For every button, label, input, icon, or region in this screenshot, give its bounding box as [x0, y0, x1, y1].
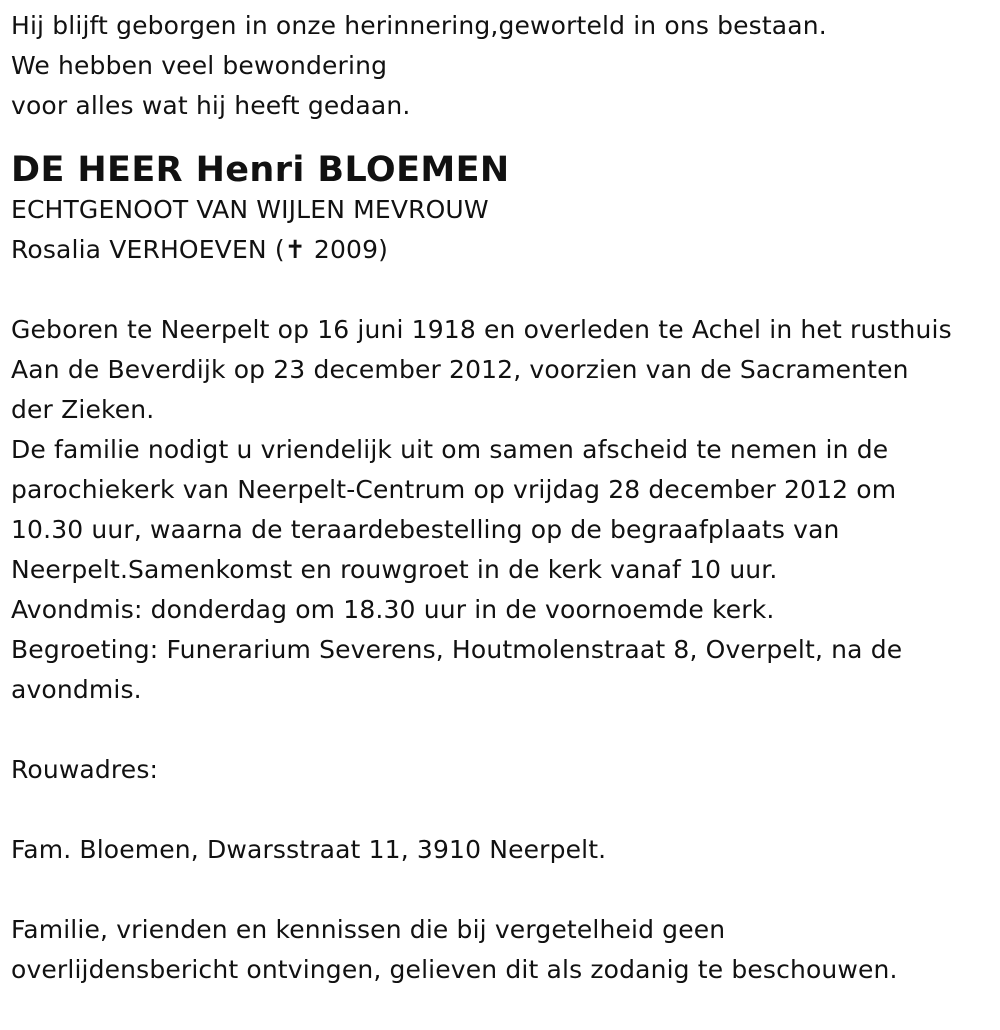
details-line: De familie nodigt u vriendelijk uit om samen afscheid te nemen in de	[11, 435, 889, 464]
obituary-notice	[11, 6, 996, 990]
address-label: Rouwadres:	[11, 755, 159, 784]
closing-line: Familie, vrienden en kennissen die bij vergetelheid geen	[11, 915, 726, 944]
details-line: 10.30 uur, waarna de teraardebestelling op de begraafplaats van	[11, 515, 840, 544]
details-line: Neerpelt.Samenkomst en rouwgroet in de kerk vanaf 10 uur.	[11, 555, 778, 584]
details-line: Begroeting: Funerarium Severens, Houtmolenstraat 8, Overpelt, na de	[11, 635, 903, 664]
deceased-name: DE HEER Henri BLOEMEN	[11, 150, 510, 190]
spacer	[11, 710, 996, 750]
spacer	[11, 790, 996, 830]
intro-poem	[11, 6, 996, 126]
details-paragraph	[11, 310, 996, 710]
intro-line: Hij blijft geborgen in onze herinnering,geworteld in ons bestaan.	[11, 11, 827, 40]
intro-line: voor alles wat hij heeft gedaan.	[11, 91, 411, 120]
closing-note	[11, 910, 996, 990]
intro-line: We hebben veel bewondering	[11, 51, 388, 80]
details-line: Geboren te Neerpelt op 16 juni 1918 en overleden te Achel in het rusthuis	[11, 315, 952, 344]
details-line: der Zieken.	[11, 395, 155, 424]
spouse-title: ECHTGENOOT VAN WIJLEN MEVROUW	[11, 195, 489, 224]
spouse-name: Rosalia VERHOEVEN (✝ 2009)	[11, 235, 389, 264]
details-line: avondmis.	[11, 675, 142, 704]
details-line: Avondmis: donderdag om 18.30 uur in de voornoemde kerk.	[11, 595, 775, 624]
spacer	[11, 270, 996, 310]
spacer	[11, 870, 996, 910]
details-line: Aan de Beverdijk op 23 december 2012, voorzien van de Sacramenten	[11, 355, 909, 384]
closing-line: overlijdensbericht ontvingen, gelieven dit als zodanig te beschouwen.	[11, 955, 898, 984]
spouse-info	[11, 190, 996, 270]
details-line: parochiekerk van Neerpelt-Centrum op vrijdag 28 december 2012 om	[11, 475, 897, 504]
address-value: Fam. Bloemen, Dwarsstraat 11, 3910 Neerpelt.	[11, 835, 607, 864]
